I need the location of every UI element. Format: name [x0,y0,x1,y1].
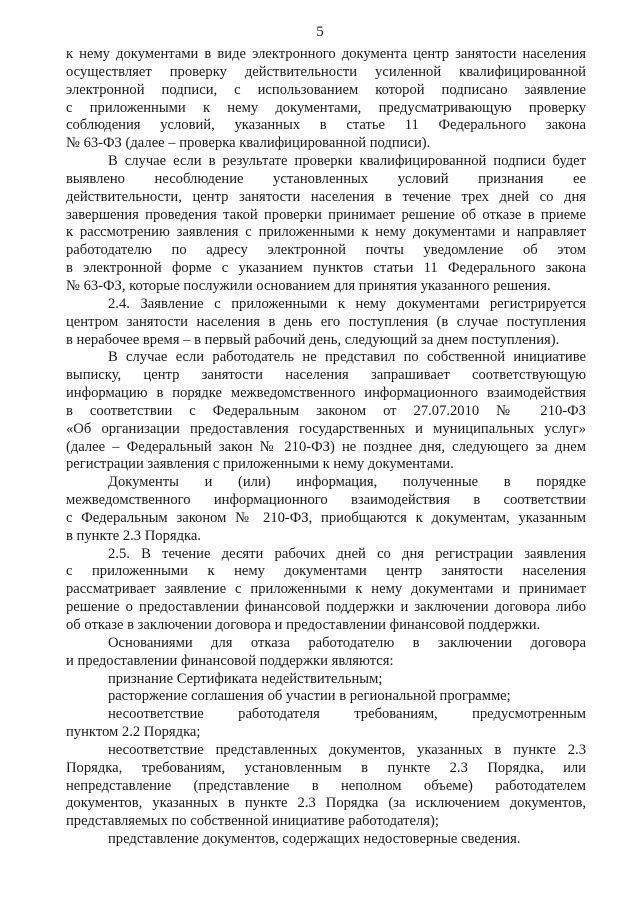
text-line: документов, указанных в пункте 2.3 Порядка (за исключением документов, [66,795,586,812]
text-line: В случае если работодатель не представил по собственной инициативе [108,349,586,366]
text-line: электронной подписи, с использованием которой подписано заявление [66,81,586,98]
text-line: в нерабочее время – в первый рабочий день, следующий за днем поступления). [66,331,560,348]
text-line: с приложенными к нему документами, предусматривающую проверку [66,99,586,116]
page-number: 5 [316,24,324,40]
text-line: в электронной форме с указанием пунктов статьи 11 Федерального закона [66,260,586,277]
text-line: выписку, центр занятости населения запрашивает соответствующую [66,367,586,384]
text-line: к нему документами в виде электронного документа центр занятости населения [66,46,586,62]
text-line: непредставление (представление в неполном объеме) работодателем [66,777,586,794]
text-line: признание Сертификата недействительным; [108,670,383,687]
text-line: пунктом 2.2 Порядка; [66,724,201,741]
text-line: осуществляет проверку действительности усиленной квалифицированной [66,63,586,80]
text-line: представляемых по собственной инициативе работодателя); [66,813,439,830]
text-line: Документы и (или) информация, полученные в порядке [108,474,586,491]
text-line: регистрации заявления с приложенными к нему документами. [66,456,454,473]
text-line: соблюдения условий, указанных в статье 11 Федерального закона [66,117,586,134]
text-line: Порядка, требованиям, установленным в пункте 2.3 Порядка, или [66,759,586,776]
text-line: «Об организации предоставления государственных и муниципальных услуг» [66,420,586,437]
text-line: рассматривает заявление с приложенными к нему документами и принимает [66,581,586,598]
text-line: в соответствии с Федеральным законом от 27.07.2010 № 210-ФЗ [66,402,586,419]
text-line: расторжение соглашения об участии в региональной программе; [108,688,511,705]
text-line: 2.4. Заявление с приложенными к нему документами регистрируется [108,295,586,312]
text-line: № 63-ФЗ (далее – проверка квалифицированной подписи). [66,135,431,152]
text-line: межведомственного информационного взаимодействия в соответствии [66,492,586,509]
text-line: центром занятости населения в день его поступления (в случае поступления [66,313,586,330]
text-line: представление документов, содержащих недостоверные сведения. [108,831,521,848]
text-line: работодателю по адресу электронной почты уведомление об этом [66,242,586,259]
text-line: с приложенными к нему документами центр занятости населения [66,563,586,580]
text-line: завершения проведения такой проверки принимает решение об отказе в приеме [66,206,586,223]
text-line: № 63-ФЗ, которые послужили основанием для принятия указанного решения. [66,277,551,294]
text-line: и предоставлении финансовой поддержки являются: [66,652,394,669]
text-line: к рассмотрению заявления с приложенными к нему документами и направляет [66,224,586,241]
text-line: несоответствие представленных документов, указанных в пункте 2.3 [108,741,586,758]
text-line: в пункте 2.3 Порядка. [66,527,202,544]
text-line: (далее – Федеральный закон № 210-ФЗ) не позднее дня, следующего за днем [66,438,586,455]
text-line: 2.5. В течение десяти рабочих дней со дня регистрации заявления [108,545,586,562]
text-line: несоответствие работодателя требованиям, предусмотренным [108,706,586,723]
text-line: Основаниями для отказа работодателю в заключении договора [108,634,586,651]
text-line: об отказе в заключении договора и предоставлении финансовой поддержки. [66,617,541,633]
text-line: действительности, центр занятости населения в течение трех дней со дня [66,188,586,205]
body-text [66,46,586,849]
text-line: выявлено несоблюдение установленных условий признания ее [66,170,586,187]
text-line: с Федеральным законом № 210-ФЗ, приобщаются к документам, указанным [66,509,586,526]
text-line: В случае если в результате проверки квалифицированной подписи будет [108,153,586,170]
text-line: решение о предоставлении финансовой поддержки и заключении договора либо [66,599,586,616]
text-line: информацию в порядке межведомственного информационного взаимодействия [66,385,586,402]
